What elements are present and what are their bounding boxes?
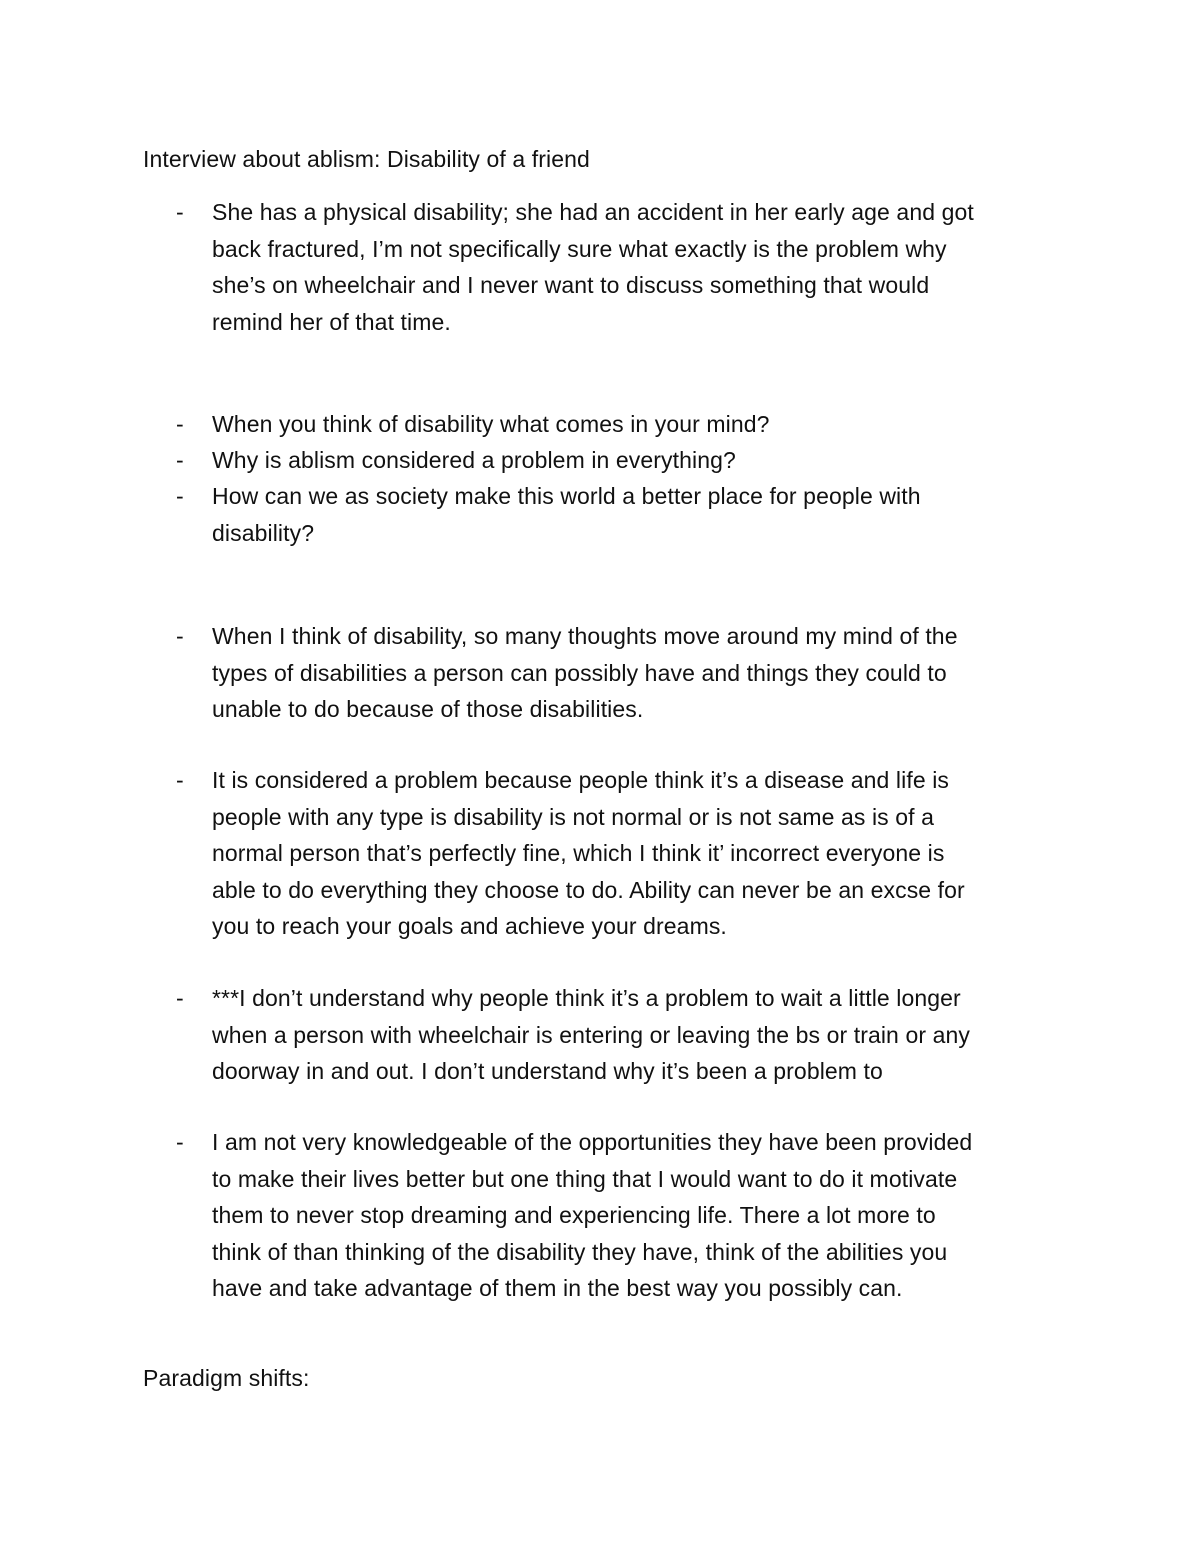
bullet-dash: - [176,1129,184,1155]
text-line: It is considered a problem because people think it’s a disease and life is [212,767,950,793]
text-line: normal person that’s perfectly fine, which I think it’ incorrect everyone is [212,840,945,866]
text-line: remind her of that time. [212,308,451,335]
section-heading: Paradigm shifts: [143,1365,310,1391]
bullet-dash: - [176,199,184,225]
bullet-dash: - [176,447,184,473]
list-item-text [212,406,770,443]
list-item-text [212,478,921,551]
text-line: when a person with wheelchair is entering or leaving the bs or train or any [212,1021,970,1048]
text-line: you to reach your goals and achieve your dreams. [212,913,727,939]
list-item-text [212,442,736,479]
text-line: I am not very knowledgeable of the opportunities they have been provided [212,1129,973,1155]
text-line: back fractured, I’m not specifically sure what exactly is the problem why [212,235,947,262]
document-title: Interview about ablism: Disability of a friend [143,146,590,172]
text-line: to make their lives better but one thing that I would want to do it motivate [212,1165,958,1192]
text-line: Why is ablism considered a problem in everything? [212,447,736,473]
bullet-dash: - [176,411,184,437]
text-line: How can we as society make this world a better place for people with [212,483,921,509]
list-item-text [212,194,974,340]
text-line: She has a physical disability; she had an accident in her early age and got [212,199,974,225]
text-line: ***I don’t understand why people think it’s a problem to wait a little longer [212,985,961,1011]
text-line: unable to do because of those disabilities. [212,696,644,722]
text-line: able to do everything they choose to do. Ability can never be an excse for [212,876,965,903]
text-line: When you think of disability what comes in your mind? [212,411,770,437]
list-item-text [212,618,958,728]
text-line: them to never stop dreaming and experiencing life. There a lot more to [212,1202,936,1228]
bullet-dash: - [176,767,184,793]
list-item-text [212,1124,972,1307]
text-line: she’s on wheelchair and I never want to discuss something that would [212,272,930,298]
list-item-text [212,762,965,945]
bullet-dash: - [176,985,184,1011]
text-line: think of than thinking of the disability they have, think of the abilities you [212,1238,948,1265]
text-line: have and take advantage of them in the best way you possibly can. [212,1275,903,1301]
text-line: doorway in and out. I don’t understand why it’s been a problem to [212,1058,883,1084]
text-line: When I think of disability, so many thoughts move around my mind of the [212,623,958,649]
text-line: people with any type is disability is not normal or is not same as is of a [212,803,935,830]
bullet-dash: - [176,483,184,509]
text-line: disability? [212,519,315,546]
list-item-text [212,980,970,1090]
bullet-dash: - [176,623,184,649]
text-line: types of disabilities a person can possibly have and things they could to [212,659,947,686]
